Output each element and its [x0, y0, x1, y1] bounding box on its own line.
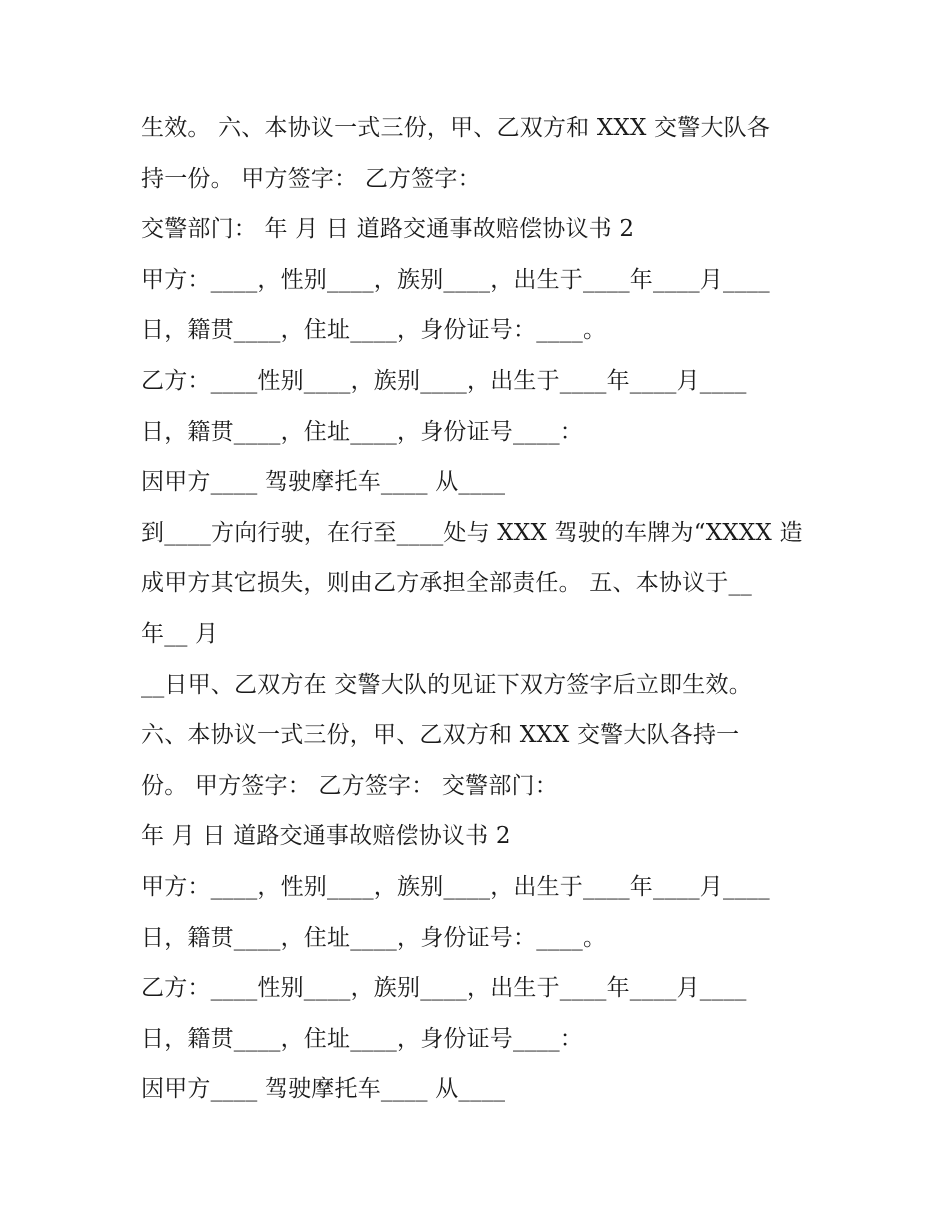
text-line: __日甲、乙双方在 交警大队的见证下双方签字后立即生效。	[141, 671, 752, 698]
text-line: 年__ 月	[141, 620, 219, 647]
document-body	[141, 103, 831, 1115]
text-line: 份。 甲方签字： 乙方签字： 交警部门：	[141, 772, 558, 799]
text-line: 因甲方____ 驾驶摩托车____ 从____	[141, 469, 506, 496]
text-line: 甲方：____，性别____，族别____，出生于____年____月____	[141, 873, 770, 900]
text-line: 甲方：____，性别____，族别____，出生于____年____月____	[141, 266, 770, 293]
text-line: 因甲方____ 驾驶摩托车____ 从____	[141, 1076, 506, 1103]
text-line: 生效。 六、本协议一式三份，甲、乙双方和 XXX 交警大队各	[141, 115, 771, 141]
text-line: 日，籍贯____，住址____，身份证号____：	[141, 418, 583, 445]
text-line: 成甲方其它损失，则由乙方承担全部责任。 五、本协议于__	[141, 570, 752, 597]
text-line: 交警部门： 年 月 日 道路交通事故赔偿协议书 2	[141, 216, 635, 243]
text-line: 到____方向行驶，在行至____处与 XXX 驾驶的车牌为“XXXX 造	[141, 519, 803, 546]
text-line: 乙方：____性别____，族别____，出生于____年____月____	[141, 367, 747, 394]
text-line: 日，籍贯____，住址____，身份证号：____。	[141, 317, 607, 344]
text-line: 年 月 日 道路交通事故赔偿协议书 2	[141, 823, 511, 850]
text-line: 乙方：____性别____，族别____，出生于____年____月____	[141, 975, 747, 1002]
text-line: 持一份。 甲方签字： 乙方签字：	[141, 165, 481, 192]
text-line: 六、本协议一式三份，甲、乙双方和 XXX 交警大队各持一	[141, 722, 740, 749]
text-line: 日，籍贯____，住址____，身份证号：____。	[141, 924, 607, 951]
text-line: 日，籍贯____，住址____，身份证号____：	[141, 1025, 583, 1052]
